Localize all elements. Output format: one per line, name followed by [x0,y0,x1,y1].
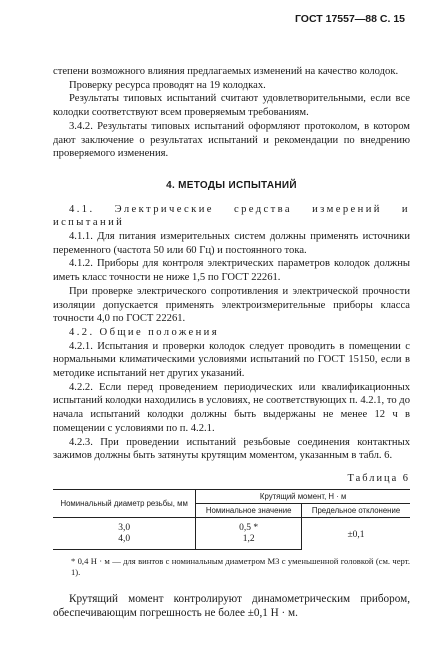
table-cell: 3,0 [118,522,131,533]
section-title: 4. МЕТОДЫ ИСПЫТАНИЙ [166,179,297,191]
paragraph: степени возможного влияния предлагаемых изменений на качество колодок. [53,66,399,77]
torque-table [53,489,410,550]
table-cell: 1,2 [196,534,302,550]
paragraph: 4.2.2. Если перед проведением периодических или квалификационных испытаний колодки находились в условиях, не соответствующих п. 4.2.1, то до начала испытаний колодки должны быть выдержаны не менее 12 ч в помещении с условиями по п. 4.2.1. [53,381,410,434]
paragraph: 4.2.1. Испытания и проверки колодок следует проводить в помещении с нормальными климатическими условиями испытаний по ГОСТ 15150, если в методике испытаний нет других указаний. [53,340,410,380]
paragraph: 4.1.1. Для питания измерительных систем должны применять источники переменного (частота 50 или 60 Гц) и постоянного тока. [53,231,410,256]
paragraph: 4.2.3. При проведении испытаний резьбовые соединения контактных зажимов должны быть затянуты крутящим моментом, указанным в табл. 6. [53,436,410,462]
paragraph: При проверке электрического сопротивления и электрической прочности изоляции допускается применять электроизмерительные приборы класса точности 4,0 по ГОСТ 22261. [53,285,410,325]
paragraph: 4.1.2. Приборы для контроля электрических параметров колодок должны иметь класс точности не ниже 1,5 по ГОСТ 22261. [53,258,410,284]
column-header-tolerance: Предельное отклонение [302,503,410,517]
page-header: ГОСТ 17557—88 С. 15 [294,13,405,25]
paragraph: Крутящий момент контролируют динамометрическим прибором, обеспечивающим погрешность не более ±0,1 Н · м. [53,592,410,619]
column-header-diameter: Номинальный диаметр резьбы, мм [53,489,196,517]
table-cell: ±0,1 [302,517,410,549]
paragraph: 3.4.2. Результаты типовых испытаний оформляют протоколом, в котором дают заключение о результатах испытаний и рекомендации по внедрению проверяемого изменения. [53,120,410,160]
subsection-title: 4.1. Электрические средства измерений и испытаний [53,203,410,229]
table-cell: 4,0 [53,534,196,550]
paragraph: Результаты типовых испытаний считают удовлетворительными, если все колодки соответствуют всем проверяемым требованиям. [53,93,410,119]
column-group-torque: Крутящий момент, Н · м [196,489,410,503]
table-cell: 0,5 * [196,517,302,534]
table-caption: Таблица 6 [347,472,410,484]
document-body [53,65,410,620]
subsection-title: 4.2. Общие положения [69,326,219,338]
column-header-nominal: Номинальное значение [196,503,302,517]
footnote: * 0,4 Н · м — для винтов с номинальным диаметром М3 с уменьшенной головкой (см. черт. 1). [71,555,410,577]
paragraph: Проверку ресурса проводят на 19 колодках. [69,79,266,91]
